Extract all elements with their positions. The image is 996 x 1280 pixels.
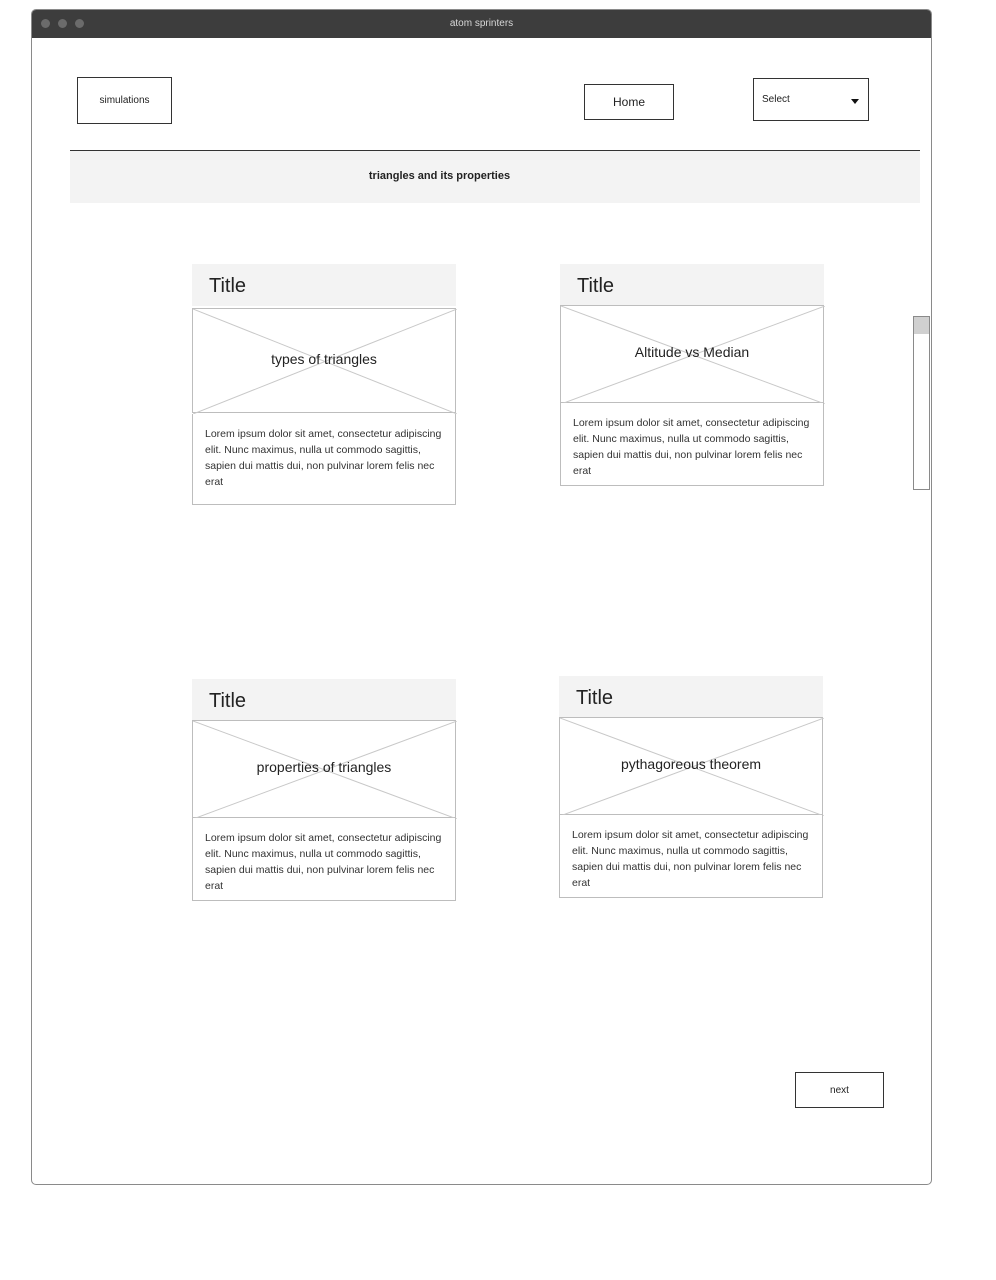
card-image-label: types of triangles [271,351,377,367]
card-description [560,403,824,486]
select-value: Select [762,94,790,105]
card-image-label: properties of triangles [256,759,392,775]
title-bar [32,10,931,38]
card-header [192,679,456,721]
card-title: Title [209,275,247,297]
card-header [192,264,456,306]
simulations-button[interactable] [77,77,172,124]
card-image-placeholder [192,308,456,413]
card-description [192,414,456,505]
window-title: atom sprinters [449,18,514,29]
card-title: Title [577,275,615,297]
card-title: Title [576,687,614,709]
card-text: Lorem ipsum dolor sit amet, consectetur adipiscing elit. Nunc maximus, nulla ut commodo sagittis, sapien dui mattis dui, non pulvinar lorem felis nec erat [572,829,809,889]
next-label: next [830,1084,849,1096]
card-image-label: Altitude vs Median [634,344,750,360]
card-pythagoreous-theorem[interactable] [559,676,823,898]
home-button[interactable] [584,84,674,120]
select-dropdown[interactable] [753,78,869,121]
card-text: Lorem ipsum dolor sit amet, consectetur adipiscing elit. Nunc maximus, nulla ut commodo sagittis, sapien dui mattis dui, non pulvinar lorem felis nec erat [573,417,810,477]
card-header [560,264,824,306]
card-image-placeholder [560,305,824,403]
chevron-down-icon [851,99,859,104]
scrollbar-thumb[interactable] [914,317,929,334]
simulations-label: simulations [99,95,150,106]
card-text: Lorem ipsum dolor sit amet, consectetur adipiscing elit. Nunc maximus, nulla ut commodo sagittis, sapien dui mattis dui, non pulvinar lorem felis nec erat [205,428,442,488]
section-banner [70,150,920,203]
card-description [559,815,823,898]
next-button[interactable] [795,1072,884,1108]
card-text: Lorem ipsum dolor sit amet, consectetur adipiscing elit. Nunc maximus, nulla ut commodo sagittis, sapien dui mattis dui, non pulvinar lorem felis nec erat [205,832,442,892]
vertical-scrollbar[interactable] [913,316,930,490]
card-properties-of-triangles[interactable] [192,679,456,901]
card-image-placeholder [192,720,456,818]
banner-title: triangles and its properties [368,170,511,182]
card-header [559,676,823,718]
card-title: Title [209,690,247,712]
card-image-label: pythagoreous theorem [620,756,762,772]
card-types-of-triangles[interactable] [192,264,456,505]
card-description [192,818,456,901]
card-altitude-vs-median[interactable] [560,264,824,486]
home-label: Home [612,95,645,109]
app-window [31,9,932,1185]
card-image-placeholder [559,717,823,815]
